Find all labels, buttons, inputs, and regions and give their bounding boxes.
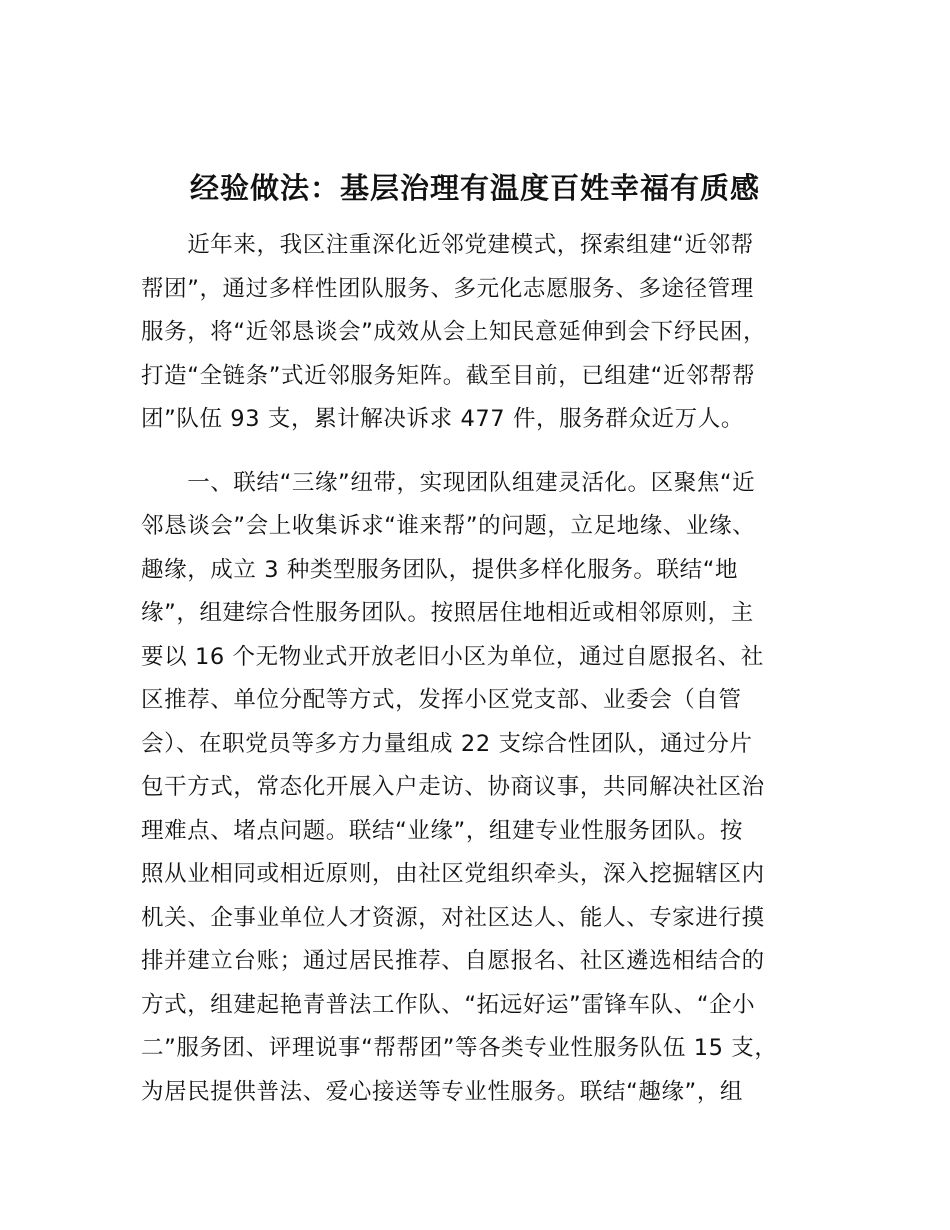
text-line: 照从业相同或相近原则，由社区党组织牵头，深入挖掘辖区内 — [141, 861, 765, 887]
text-line: 趣缘，成立 3 种类型服务团队，提供多样化服务。联结“地 — [141, 556, 739, 583]
text-line: 区推荐、单位分配等方式，发挥小区党支部、业委会（自管 — [141, 687, 742, 713]
text-line: 要以 16 个无物业式开放老旧小区为单位，通过自愿报名、社 — [141, 643, 764, 670]
text-line: 包干方式，常态化开展入户走访、协商议事，共同解决社区治 — [141, 774, 765, 800]
text-line: 为居民提供普法、爱心接送等专业性服务。联结“趣缘”，组 — [141, 1078, 744, 1105]
text-line: 方式，组建起艳青普法工作队、“拓远好运”雷锋车队、“企小 — [141, 991, 756, 1018]
text-line: 近年来，我区注重深化近邻党建模式，探索组建“近邻帮 — [141, 232, 754, 258]
text-line: 团”队伍 93 支，累计解决诉求 477 件，服务群众近万人。 — [141, 406, 744, 432]
text-line: 会）、在职党员等多方力量组成 22 支综合性团队，通过分片 — [141, 730, 753, 757]
text-line: 打造“全链条”式近邻服务矩阵。截至目前，已组建“近邻帮帮 — [141, 362, 756, 389]
paragraph-spacer — [141, 442, 809, 462]
text-line: 服务，将“近邻恳谈会”成效从会上知民意延伸到会下纾民困， — [141, 319, 767, 345]
paragraph-intro — [141, 224, 809, 442]
text-line: 帮团”，通过多样性团队服务、多元化志愿服务、多途径管理 — [141, 275, 754, 302]
text-line: 邻恳谈会”会上收集诉求“谁来帮”的问题，立足地缘、业缘、 — [141, 513, 756, 539]
text-line: 排并建立台账；通过居民推荐、自愿报名、社区遴选相结合的 — [141, 948, 765, 974]
document-title: 经验做法：基层治理有温度百姓幸福有质感 — [189, 171, 760, 205]
paragraph-section-one — [141, 462, 809, 1115]
text-line: 理难点、堵点问题。联结“业缘”，组建专业性服务团队。按 — [141, 817, 744, 844]
text-line: 机关、企事业单位人才资源，对社区达人、能人、专家进行摸 — [141, 904, 765, 931]
text-line: 二”服务团、评理说事“帮帮团”等各类专业性服务队伍 15 支， — [141, 1035, 778, 1061]
text-line: 缘”，组建综合性服务团队。按照居住地相近或相邻原则，主 — [141, 600, 754, 626]
text-line: 一、联结“三缘”纽带，实现团队组建灵活化。区聚焦“近 — [141, 469, 756, 496]
document-body — [141, 224, 809, 1114]
